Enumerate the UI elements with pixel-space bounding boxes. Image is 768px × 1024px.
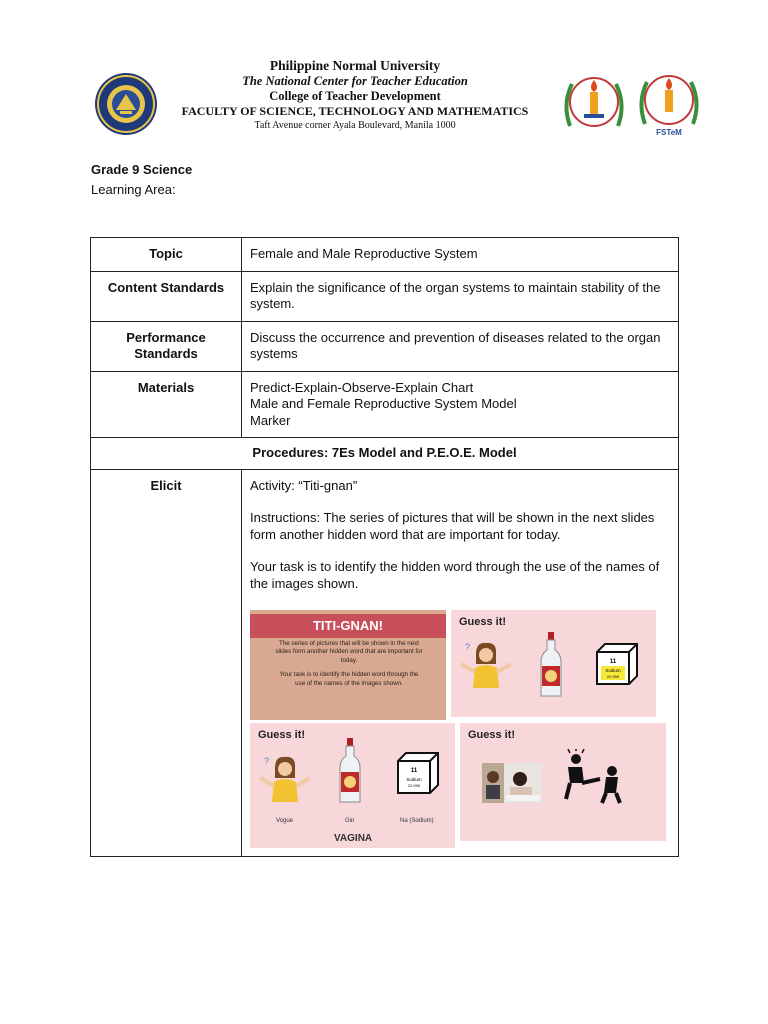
row-elicit — [91, 469, 679, 857]
procedures-heading: Procedures: 7Es Model and P.E.O.E. Model — [91, 438, 679, 470]
caption-sodium: Na (Sodium) — [400, 818, 434, 824]
students-photo-icon — [482, 763, 542, 803]
slide-title: TITI-GNAN! — [250, 614, 446, 638]
sodium-number: 11 — [609, 659, 617, 665]
slides-collage — [250, 610, 670, 848]
row-content-standards — [91, 271, 679, 321]
materials-value — [242, 371, 679, 438]
sodium-number: 11 — [410, 768, 418, 774]
slide-text-1: The series of pictures that will be shown in the next slides form another hidden word that are important for today. — [275, 640, 423, 664]
slide-text — [274, 640, 424, 688]
caption-vogue: Vogue — [276, 818, 294, 824]
row-materials — [91, 371, 679, 438]
sodium-mass: 22.990 — [407, 783, 421, 788]
gin-bottle-icon — [338, 737, 362, 805]
gin-bottle-icon — [539, 632, 563, 698]
lesson-plan-table — [90, 237, 679, 857]
content-standards-label: Content Standards — [91, 271, 242, 321]
material-item: Predict-Explain-Observe-Explain Chart — [250, 379, 474, 395]
topic-value: Female and Male Reproductive System — [242, 238, 679, 272]
sodium-box-icon — [593, 640, 641, 688]
pnu-seal-icon — [94, 72, 158, 136]
confused-woman-icon — [457, 640, 515, 690]
material-item: Male and Female Reproductive System Model — [250, 396, 517, 411]
slide-guess-3 — [460, 723, 666, 841]
svg-text:?: ? — [465, 642, 471, 652]
learning-area: Learning Area: — [91, 182, 176, 197]
slide-titi-gnan — [250, 610, 446, 720]
college-name: College of Teacher Development — [269, 89, 441, 103]
sodium-box-icon — [394, 749, 442, 797]
elicit-value — [242, 469, 679, 857]
row-topic — [91, 238, 679, 272]
guess-label: Guess it! — [258, 729, 306, 741]
guess-label: Guess it! — [459, 616, 507, 628]
instructions-text: Instructions: The series of pictures that will be shown in the next slides form another hidden word that are important for today. — [250, 510, 655, 542]
row-performance-standards — [91, 321, 679, 371]
activity-text: Activity: “Titi-gnan” — [250, 477, 358, 493]
slide-text-2: Your task is to identify the hidden word through the use of the names of the images shown. — [279, 671, 419, 687]
material-item: Marker — [250, 412, 291, 428]
sodium-name: Sodium — [406, 777, 422, 782]
task-text: Your task is to identify the hidden word through the use of the names of the images shown. — [250, 559, 660, 591]
college-seal-icon — [560, 70, 628, 136]
address: Taft Avenue corner Ayala Boulevard, Manila 1000 — [254, 120, 456, 131]
slide-guess-1 — [451, 610, 656, 717]
faculty-name: FACULTY OF SCIENCE, TECHNOLOGY AND MATHEMATICS — [181, 104, 529, 118]
row-procedures — [91, 438, 679, 470]
answer-word: VAGINA — [334, 833, 373, 844]
sodium-mass: 22.990 — [606, 674, 620, 679]
university-name: Philippine Normal University — [269, 58, 441, 73]
content-standards-value: Explain the significance of the organ systems to maintain stability of the system. — [242, 271, 679, 321]
elicit-label: Elicit — [91, 469, 242, 857]
topic-label: Topic — [91, 238, 242, 272]
performance-standards-label: Performance Standards — [91, 321, 242, 371]
letterhead — [0, 0, 768, 150]
fstem-seal-icon — [635, 70, 703, 138]
performance-standards-value: Discuss the occurrence and prevention of diseases related to the organ systems — [242, 321, 679, 371]
sodium-name: Sodium — [605, 668, 621, 673]
university-tagline: The National Center for Teacher Education — [242, 74, 468, 88]
fstem-label: FSTeM — [656, 128, 682, 137]
guess-label: Guess it! — [468, 729, 516, 741]
letterhead-text — [165, 58, 545, 132]
materials-label: Materials — [91, 371, 242, 438]
grade-title: Grade 9 Science — [91, 162, 193, 177]
caption-gin: Gin — [345, 818, 355, 824]
slide-guess-2 — [250, 723, 455, 848]
svg-text:?: ? — [264, 756, 270, 766]
kick-pictogram-icon — [560, 749, 624, 805]
confused-woman-icon — [256, 753, 314, 805]
